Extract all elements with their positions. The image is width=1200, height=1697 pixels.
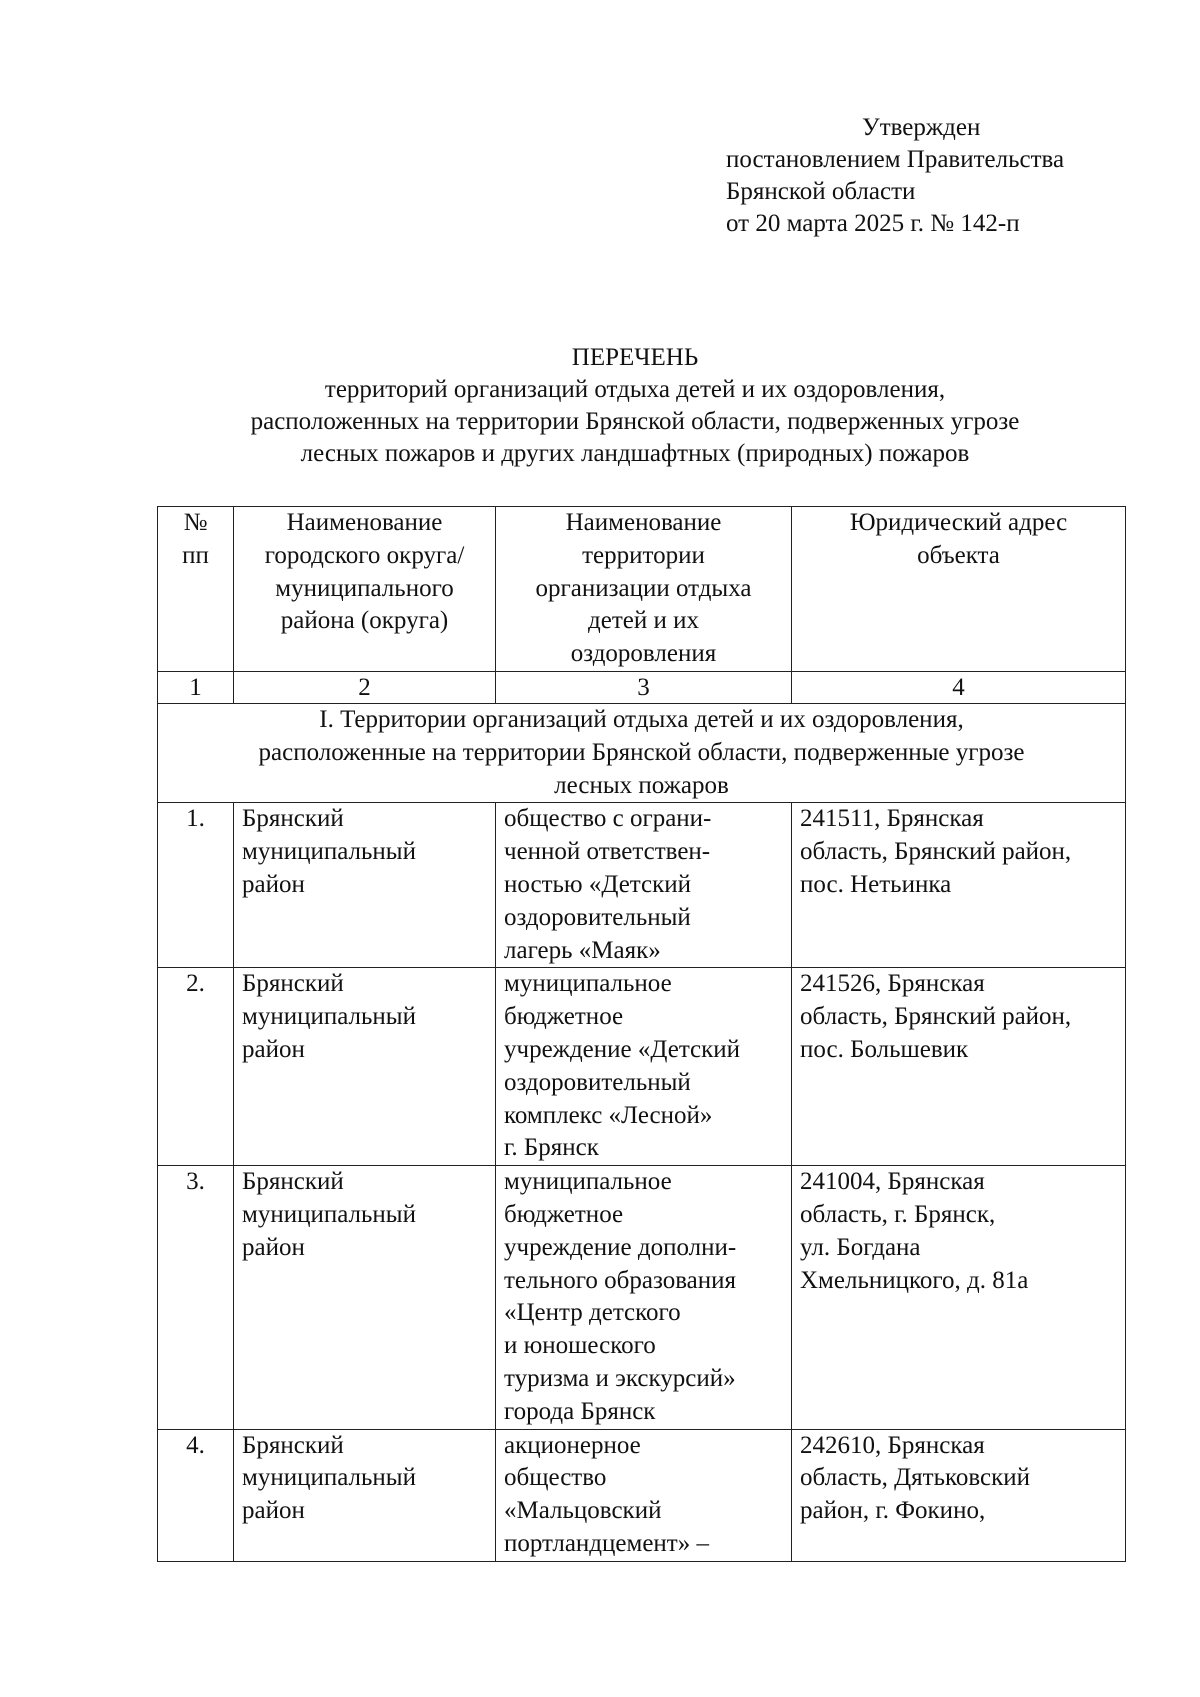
territory-name-cell [496,968,792,1166]
cell-line: область, г. Брянск, [800,1200,996,1228]
cell-line: учреждение дополни- [504,1233,737,1261]
cell-line: Наименование [565,509,722,536]
cell-line: область, Брянский район, [800,1003,1072,1031]
cell-line: муниципальный [242,1200,416,1228]
cell-line: Брянский [242,1431,344,1459]
district-cell [234,1166,496,1429]
district-cell [234,968,496,1166]
district-cell [234,1429,496,1561]
address-cell [792,1166,1126,1429]
cell-line: лесных пожаров [554,771,729,799]
row-number: 2. [158,968,234,1166]
cell-line: Наименование [286,509,443,536]
cell-line: Хмельницкого, д. 81а [800,1266,1029,1294]
territory-name-cell [496,1166,792,1429]
cell-line: учреждение «Детский [504,1035,741,1063]
cell-line: Брянский [242,805,344,833]
cell-line: акционерное [504,1431,641,1459]
column-number-3: 3 [496,671,792,703]
title-line-2: расположенных на территории Брянской области, подверженных угрозе [250,408,1020,435]
table-row [158,803,1126,968]
cell-line: бюджетное [504,1200,624,1228]
cell-line: I. Территории организаций отдыха детей и их оздоровления, [319,705,964,733]
column-number-4: 4 [792,671,1126,703]
cell-line: район [242,870,305,898]
cell-line: оздоровительный [504,1068,691,1096]
cell-line: портландцемент» – [504,1529,709,1557]
approval-line-4: от 20 марта 2025 г. № 142-п [726,210,1020,237]
row-number: 4. [158,1429,234,1561]
title-heading: ПЕРЕЧЕНЬ [571,344,699,371]
section-heading-row [158,703,1126,802]
territories-table [157,506,1126,1562]
cell-line: № [183,509,208,536]
row-number: 1. [158,803,234,968]
cell-line: бюджетное [504,1003,624,1031]
cell-line: пп [182,541,209,569]
approval-block [726,112,1146,240]
cell-line: ченной ответствен- [504,838,711,866]
table-header-row [158,507,1126,672]
header-cell-territory-name [496,507,792,672]
section-heading [158,703,1126,802]
cell-line: муниципальный [242,838,416,866]
cell-line: 242610, Брянская [800,1431,985,1459]
cell-line: район [242,1497,305,1525]
cell-line: муниципальный [242,1464,416,1492]
column-number-2: 2 [234,671,496,703]
cell-line: муниципальный [242,1003,416,1031]
cell-line: область, Дятьковский [800,1464,1031,1492]
cell-line: городского округа/ [264,541,465,569]
cell-line: и юношеского [504,1332,656,1360]
territory-name-cell [496,1429,792,1561]
column-number-row [158,671,1126,703]
header-cell-address [792,507,1126,672]
cell-line: Юридический адрес [849,509,1068,536]
cell-line: оздоровления [570,640,717,668]
cell-line: 241511, Брянская [800,805,984,833]
cell-line: общество [504,1464,607,1492]
cell-line: пос. Большевик [800,1035,969,1063]
cell-line: лагерь «Маяк» [504,936,661,964]
cell-line: г. Брянск [504,1134,599,1162]
table-row [158,968,1126,1166]
cell-line: туризма и экскурсий» [504,1364,736,1392]
cell-line: комплекс «Лесной» [504,1101,713,1129]
cell-line: муниципальное [504,1168,672,1196]
cell-line: 241004, Брянская [800,1168,985,1196]
cell-line: 241526, Брянская [800,970,985,998]
address-cell [792,968,1126,1166]
cell-line: территории [582,541,705,569]
cell-line: район, г. Фокино, [800,1497,986,1525]
cell-line: тельного образования [504,1266,737,1294]
cell-line: «Центр детского [504,1299,681,1327]
cell-line: оздоровительный [504,903,691,931]
cell-line: района (округа) [280,607,449,635]
cell-line: район [242,1233,305,1261]
title-line-1: территорий организаций отдыха детей и их оздоровления, [324,376,946,403]
header-cell-district [234,507,496,672]
district-cell [234,803,496,968]
cell-line: муниципального [275,574,454,602]
address-cell [792,803,1126,968]
cell-line: организации отдыха [535,574,752,602]
cell-line: расположенные на территории Брянской области, подверженные угрозе [258,738,1025,766]
cell-line: «Мальцовский [504,1497,662,1525]
cell-line: район [242,1035,305,1063]
header-cell-number [158,507,234,672]
cell-line: общество с ограни- [504,805,712,833]
cell-line: Брянский [242,1168,344,1196]
address-cell [792,1429,1126,1561]
cell-line: ностью «Детский [504,870,692,898]
cell-line: объекта [917,541,1000,569]
approval-line-2: постановлением Правительства [726,146,1065,173]
title-line-3: лесных пожаров и других ландшафтных (природных) пожаров [300,440,970,467]
row-number: 3. [158,1166,234,1429]
cell-line: Брянский [242,970,344,998]
cell-line: муниципальное [504,970,672,998]
cell-line: города Брянск [504,1397,656,1425]
table-row [158,1166,1126,1429]
approval-line-3: Брянской области [726,178,916,205]
column-number-1: 1 [158,671,234,703]
cell-line: пос. Нетьинка [800,870,952,898]
cell-line: детей и их [588,607,699,635]
approval-line-1: Утвержден [862,114,981,141]
territory-name-cell [496,803,792,968]
cell-line: ул. Богдана [800,1233,921,1261]
document-title [150,342,1120,470]
cell-line: область, Брянский район, [800,838,1072,866]
table-row [158,1429,1126,1561]
